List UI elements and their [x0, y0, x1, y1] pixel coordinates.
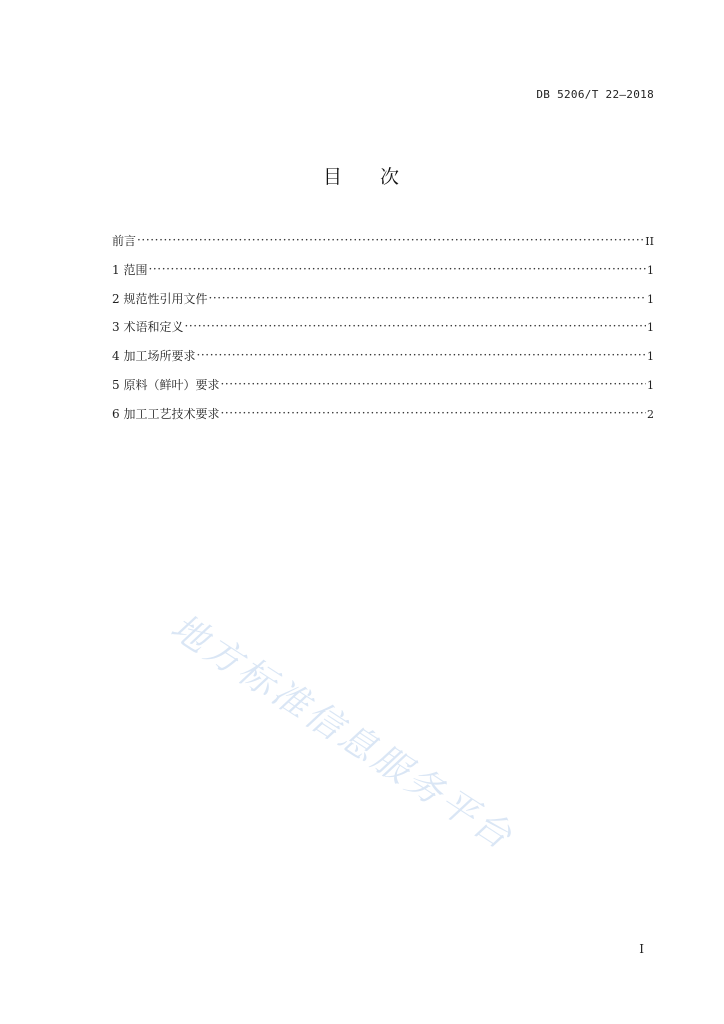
toc-entry-page: 1 — [647, 378, 654, 392]
toc-leader-dots — [148, 260, 646, 278]
toc-leader-dots — [208, 289, 646, 307]
toc-title-part2: 次 — [380, 166, 402, 188]
toc-leader-dots — [137, 231, 644, 249]
watermark: 地方标准信息服务平台 — [163, 606, 522, 859]
toc-entry-page: 1 — [647, 350, 654, 364]
toc-entry-scope[interactable] — [112, 261, 654, 290]
toc-title — [0, 162, 724, 189]
toc-entry-label: 前言 — [112, 234, 137, 248]
toc-list — [112, 232, 654, 434]
toc-entry-label: 1 范围 — [112, 262, 148, 277]
toc-entry-foreword[interactable] — [112, 232, 654, 261]
toc-entry-label: 3 术语和定义 — [112, 320, 184, 335]
toc-title-part1: 目 — [322, 166, 344, 188]
toc-entry-page: 1 — [647, 263, 654, 277]
toc-leader-dots — [184, 317, 646, 335]
toc-leader-dots — [220, 404, 646, 422]
toc-entry-page: 1 — [647, 321, 654, 335]
toc-entry-normative-references[interactable] — [112, 290, 654, 319]
toc-entry-page: 2 — [647, 407, 654, 421]
toc-leader-dots — [220, 375, 646, 393]
toc-entry-label: 5 原料（鲜叶）要求 — [112, 377, 220, 392]
document-code: DB 5206/T 22—2018 — [536, 88, 654, 101]
toc-entry-label: 4 加工场所要求 — [112, 349, 196, 364]
toc-leader-dots — [196, 346, 646, 364]
toc-entry-label: 2 规范性引用文件 — [112, 291, 208, 306]
toc-entry-raw-material[interactable] — [112, 376, 654, 405]
toc-entry-page: 1 — [647, 292, 654, 306]
page-number: I — [639, 942, 644, 956]
toc-entry-label: 6 加工工艺技术要求 — [112, 406, 220, 421]
toc-entry-processing-site[interactable] — [112, 347, 654, 376]
toc-entry-process-technology[interactable] — [112, 405, 654, 434]
toc-entry-page: II — [645, 235, 654, 248]
toc-entry-terms-definitions[interactable] — [112, 318, 654, 347]
